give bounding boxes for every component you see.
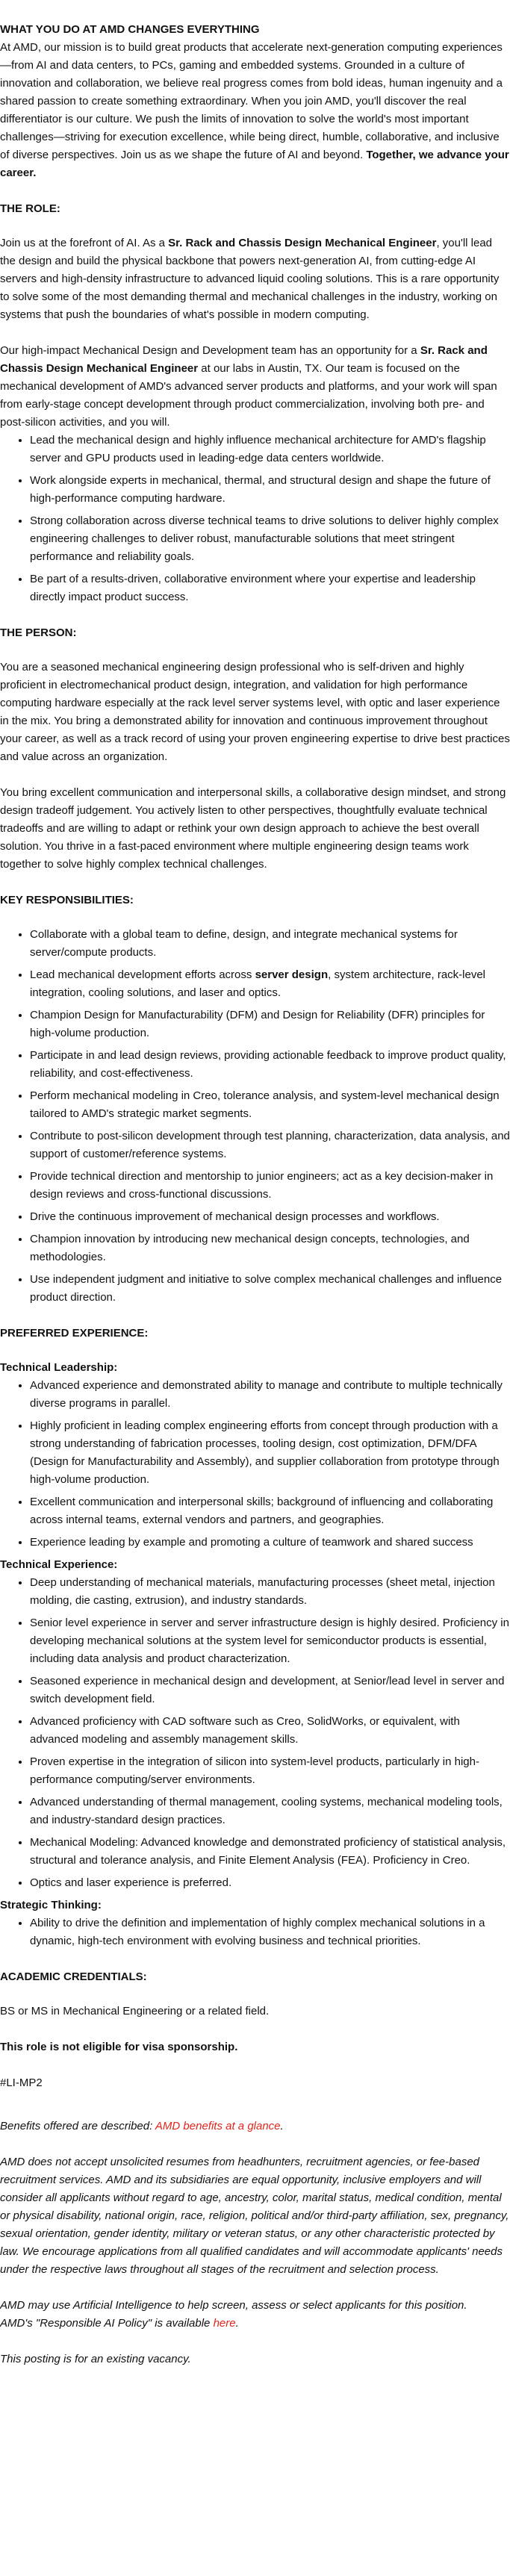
list-item: • Champion Design for Manufacturability (DFM) and Design for Reliability (DFR) principles for high-volume production. [30,1007,510,1042]
mission-paragraph [0,39,510,182]
list-item: • Optics and laser experience is preferred. [30,1874,510,1892]
responsibility-text-b: , system architecture, rack-level integration, cooling solutions, and laser and optics. [30,968,486,999]
vacancy-notice: This posting is for an existing vacancy. [0,2353,191,2365]
list-item: • Excellent communication and interpersonal skills; background of influencing and collaborating across internal teams, external vendors and partners, and geographies. [30,1493,510,1529]
strategic-thinking-list [0,1914,510,1950]
technical-leadership-heading: Technical Leadership: [0,1361,118,1374]
strategic-thinking-heading: Strategic Thinking: [0,1899,102,1911]
responsibilities-heading: KEY RESPONSIBILITIES: [0,894,134,906]
academic-heading: ACADEMIC CREDENTIALS: [0,1970,147,1983]
list-item: • Experience leading by example and promoting a culture of teamwork and shared success [30,1534,510,1552]
responsibilities-section [0,892,510,1307]
list-item: • Drive the continuous improvement of mechanical design processes and workflows. [30,1208,510,1226]
list-item: • Proven expertise in the integration of silicon into system-level products, particularly in high-performance computing/server environments. [30,1753,510,1789]
list-item: • Seasoned experience in mechanical design and development, at Senior/lead level in server and switch development field. [30,1673,510,1708]
role-section [0,200,510,606]
list-item: • Lead the mechanical design and highly influence mechanical architecture for AMD's flagship server and GPU products used in leading-edge data centers worldwide. [30,432,510,467]
role-p1-text-b: , you'll lead the design and build the physical backbone that powers next-generation AI, from cutting-edge AI servers and high-density infrastructure to advanced liquid cooling solutions. This is a rare opportunity to solve some of the most demanding thermal and mechanical challenges in the industry, working on systems that push the boundaries of what's possible in modern computing. [0,237,500,321]
ai-notice-text: AMD may use Artificial Intelligence to help screen, assess or select applicants for this position. [0,2299,467,2312]
role-paragraph-2 [0,342,510,432]
list-item: • Ability to drive the definition and implementation of highly complex mechanical solutions in a dynamic, high-tech environment with evolving business and technical priorities. [30,1914,510,1950]
benefits-end: . [280,2120,284,2132]
ai-policy-link[interactable]: here [213,2317,236,2330]
responsibility-text-a: Lead mechanical development efforts across [30,968,255,981]
role-heading: THE ROLE: [0,202,60,215]
benefits-text: Benefits offered are described: [0,2120,153,2132]
ai-policy-notice [0,2297,510,2333]
ai-policy-text: AMD's "Responsible AI Policy" is available [0,2317,214,2330]
person-heading: THE PERSON: [0,626,77,639]
role-p1-title: Sr. Rack and Chassis Design Mechanical Engineer [168,237,437,249]
person-paragraph-1: You are a seasoned mechanical engineering design professional who is self-driven and highly proficient in electromechanical product design, integration, and validation for high performance computing hardware especially at the rack level server systems level, with optic and laser experience in the mix. You bring a demonstrated ability for innovation and continuous improvement throughout your career, as well as a track record of using your proven engineering expertise to drive best practices and value across an organization. [0,661,510,763]
list-item: • Contribute to post-silicon development through test planning, characterization, data analysis, and support of customer/reference systems. [30,1127,510,1163]
list-item: • Advanced understanding of thermal management, cooling systems, mechanical modeling tools, and industry-standard design practices. [30,1793,510,1829]
list-item: • Highly proficient in leading complex engineering efforts from concept through production with a strong understanding of fabrication processes, tooling design, cost optimization, DFM/DFA (Design for Manufacturability and Assembly), and supplier collaboration from prototype through high-volume production. [30,1417,510,1489]
list-item: • Work alongside experts in mechanical, thermal, and structural design and shape the future of high-performance computing hardware. [30,472,510,508]
technical-experience-list [0,1574,510,1892]
benefits-line [0,2118,510,2135]
list-item: • Mechanical Modeling: Advanced knowledge and demonstrated proficiency of statistical analysis, structural and tolerance analysis, and Finite Element Analysis (FEA). Proficiency in Creo. [30,1834,510,1870]
mission-tagline: Together, we advance your career. [0,149,509,179]
role-bullet-list [0,432,510,606]
technical-experience-heading: Technical Experience: [0,1558,118,1571]
role-p2-title: Sr. Rack and Chassis Design Mechanical Engineer [0,344,488,375]
list-item: • Advanced proficiency with CAD software such as Creo, SolidWorks, or equivalent, with advanced modeling and assembly management skills. [30,1713,510,1749]
list-item: • Participate in and lead design reviews, providing actionable feedback to improve product quality, reliability, and cost-effectiveness. [30,1047,510,1083]
visa-notice [0,2038,510,2056]
academic-section [0,1968,510,2020]
list-item: • Senior level experience in server and server infrastructure design is highly desired. Proficiency in developing mechanical solutions at the system level for semiconductor products is essential, including data analysis and product characterization. [30,1614,510,1668]
academic-body: BS or MS in Mechanical Engineering or a related field. [0,2005,270,2017]
experience-section [0,1325,510,1950]
list-item: • Provide technical direction and mentorship to junior engineers; act as a key decision-maker in design reviews and cross-functional discussions. [30,1168,510,1204]
list-item: • Use independent judgment and initiative to solve complex mechanical challenges and influence product direction. [30,1271,510,1307]
list-item: • Be part of a results-driven, collaborative environment where your expertise and leadership directly impact product success. [30,570,510,606]
experience-heading: PREFERRED EXPERIENCE: [0,1327,149,1340]
list-item [30,966,510,1002]
technical-leadership-list [0,1377,510,1552]
list-item: • Collaborate with a global team to define, design, and integrate mechanical systems for server/compute products. [30,926,510,962]
list-item: • Deep understanding of mechanical materials, manufacturing processes (sheet metal, injection molding, die casting, extrusion), and industry standards. [30,1574,510,1610]
role-p2-text-b: at our labs in Austin, TX. Our team is focused on the mechanical development of AMD's advanced server products and platforms, and your work will span from early-stage concept development through product commercialization, involving both pre- and post-silicon activities, and you will. [0,362,497,429]
responsibility-bold: server design [255,968,329,981]
list-item: • Champion innovation by introducing new mechanical design concepts, technologies, and methodologies. [30,1231,510,1266]
ai-policy-end: . [235,2317,239,2330]
benefits-link[interactable]: AMD benefits at a glance [155,2120,281,2132]
responsibilities-list [0,926,510,1307]
list-item: • Advanced experience and demonstrated ability to manage and contribute to multiple technically diverse programs in parallel. [30,1377,510,1413]
visa-text: This role is not eligible for visa sponsorship. [0,2041,238,2053]
list-item: • Strong collaboration across diverse technical teams to drive solutions to deliver highly complex engineering challenges to deliver robust, manufacturable solutions that meet stringent performance and reliability goals. [30,512,510,566]
role-p1-text-a: Join us at the forefront of AI. As a [0,237,169,249]
eeo-statement: AMD does not accept unsolicited resumes from headhunters, recruitment agencies, or fee-based recruitment services. AMD and its subsidiaries are equal opportunity, inclusive employers and will consider all applicants without regard to age, ancestry, color, marital status, medical condition, mental or physical disability, national origin, race, religion, political and/or third-party affiliation, sex, pregnancy, sexual orientation, gender identity, military or veteran status, or any other characteristic protected by law. We encourage applications from all qualified candidates and will accommodate applicants' needs under the respective laws throughout all stages of the recruitment and selection process. [0,2156,509,2276]
mission-heading: WHAT YOU DO AT AMD CHANGES EVERYTHING [0,23,260,36]
hashtag: #LI-MP2 [0,2076,43,2089]
role-p2-text-a: Our high-impact Mechanical Design and Development team has an opportunity for a [0,344,420,357]
person-section [0,624,510,874]
role-paragraph-1 [0,234,510,324]
mission-body: At AMD, our mission is to build great products that accelerate next-generation computing experiences—from AI and data centers, to PCs, gaming and embedded systems. Grounded in a culture of innovation and collaboration, we believe real progress comes from bold ideas, human ingenuity and a shared passion to create something extraordinary. When you join AMD, you'll discover the real differentiator is our culture. We push the limits of innovation to solve the world's most important challenges—striving for execution excellence, while being direct, humble, collaborative, and inclusive of diverse perspectives. Join us as we shape the future of AI and beyond. [0,41,503,161]
mission-section [0,21,510,182]
person-paragraph-2: You bring excellent communication and interpersonal skills, a collaborative design mindset, and strong design tradeoff judgement. You actively listen to other perspectives, thoughtfully evaluate technical tradeoffs and are willing to adapt or rethink your own design approach to achieve the best overall solution. You thrive in a fast-paced environment where multiple engineering design teams work together to solve highly complex technical challenges. [0,786,506,871]
list-item: • Perform mechanical modeling in Creo, tolerance analysis, and system-level mechanical design tailored to AMD's strategic market segments. [30,1087,510,1123]
